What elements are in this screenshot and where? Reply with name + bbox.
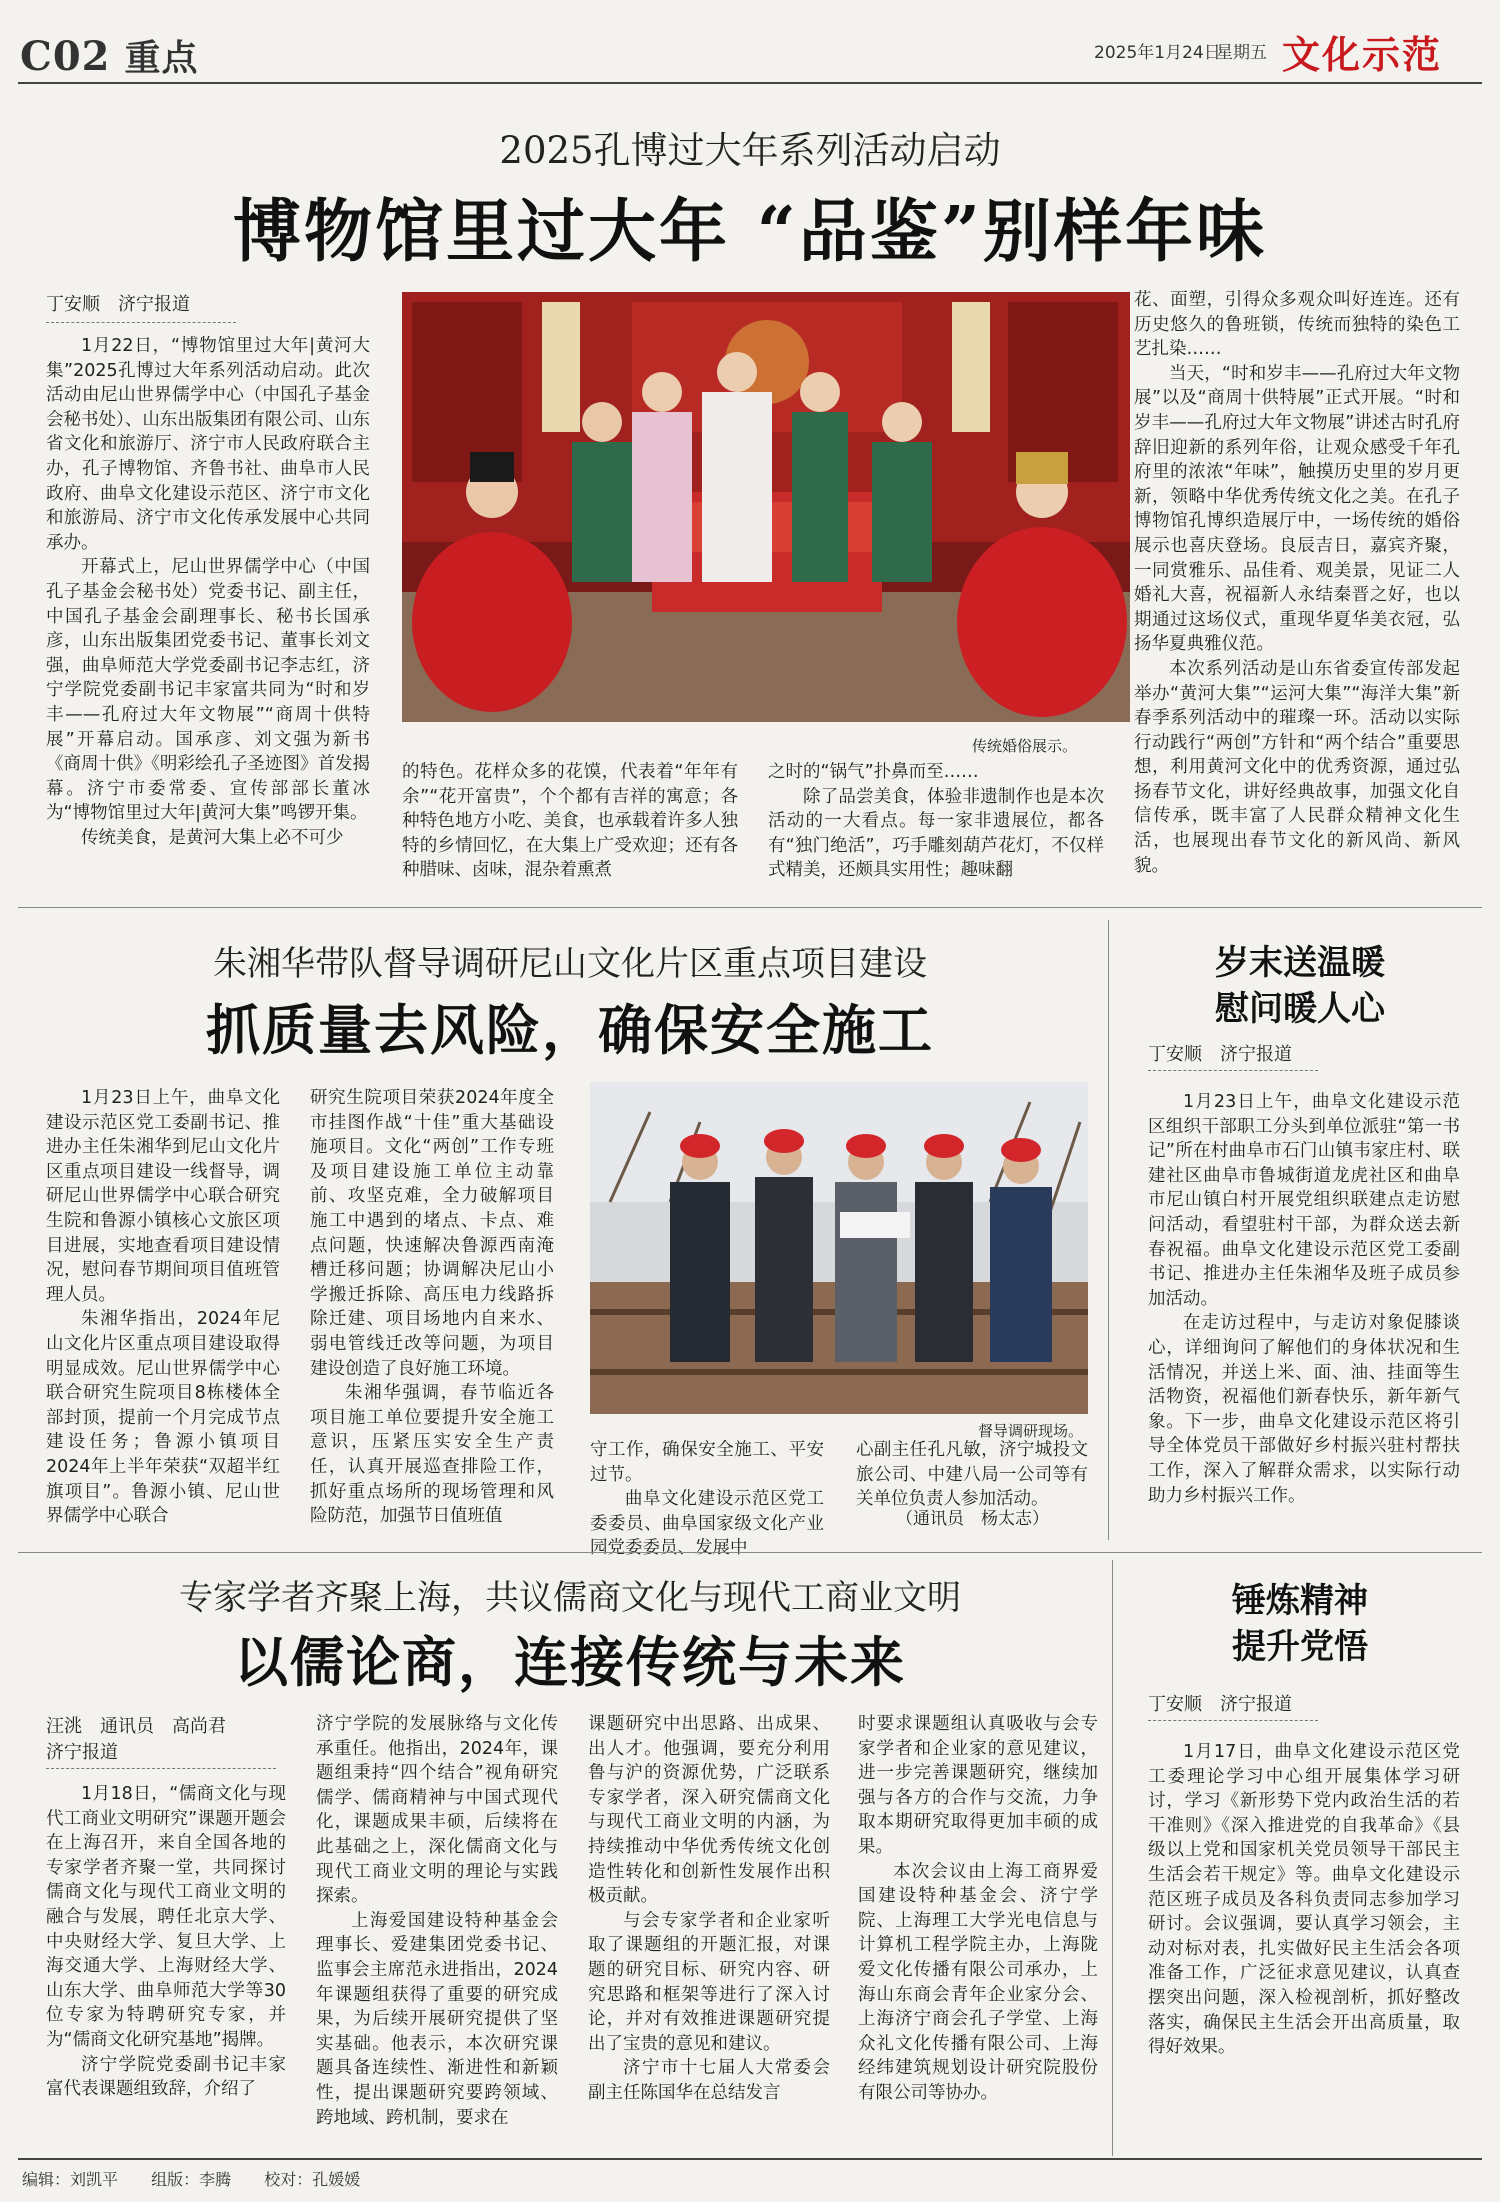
- brand-logo: 文化示范: [1282, 32, 1443, 77]
- issue-date: 2025年1月24日: [1094, 43, 1221, 63]
- article2-col2: 研究生院项目荣获2024年度全市挂图作战“十佳”重大基础设施项目。文化“两创”工作专班及项目建设施工单位主动靠前、攻坚克难，全力破解项目施工中遇到的堵点、卡点、难点问题，快速解决鲁源西南淹槽迁移问题；协调解决尼山小学搬迁拆除、高压电力线路拆除迁建、项目场地内自来水、弱电管线迁改等问题，为项目建设创造了良好施工环境。 朱湘华强调，春节临近各项目施工单位要提升安全施工意识，压紧压实安全生产责任，认真开展巡查排险工作，抓好重点场所的现场管理和风险防范，加强节日值班值: [310, 1088, 554, 1527]
- article1-col1: 1月22日，“博物馆里过大年|黄河大集”2025孔博过大年系列活动启动。此次活动由尼山世界儒学中心（中国孔子基金会秘书处）、山东出版集团有限公司、山东省文化和旅游厅、济宁市人民政府联合主办，孔子博物馆、齐鲁书社、曲阜市人民政府、曲阜文化建设示范区、济宁市文化和旅游局、济宁市文化传承发展中心共同承办。 开幕式上，尼山世界儒学中心（中国孔子基金会秘书处）党委书记、副主任，中国孔子基金会副理事长、秘书长国承彦，山东出版集团党委书记、董事长刘文强，曲阜师范大学党委副书记李志红，济宁学院党委副书记丰家富共同为“时和岁丰——孔府过大年文物展”“商周十供特展”开幕启动。国承彦、刘文强为新书《商周十供》《明彩绘孔子圣迹图》首发揭幕。济宁市委常委、宣传部部长董冰为“博物馆里过大年|黄河大集”鸣锣开集。 传统美食，是黄河大集上必不可少: [46, 336, 370, 848]
- editor-credit: 编辑：刘凯平: [22, 2170, 119, 2189]
- column-divider-1: [1108, 920, 1109, 1540]
- article2-col3: 守工作，确保安全施工、平安过节。 曲阜文化建设示范区党工委委员、曲阜国家级文化产业园党委委员、发展中: [590, 1440, 824, 1559]
- footer-rule: [18, 2158, 1482, 2160]
- byline-rule: [46, 1768, 276, 1769]
- side1-body: 1月23日上午，曲阜文化建设示范区组织干部职工分头到单位派驻“第一书记”所在村曲阜市石门山镇韦家庄村、联建社区曲阜市鲁城街道龙虎社区和曲阜市尼山镇白村开展党组织联建点走访慰问活动，看望驻村干部，为群众送去新春祝福。曲阜文化建设示范区党工委副书记、推进办主任朱湘华及班子成员参加活动。 在走访过程中，与走访对象促膝谈心，详细询问了解他们的身体状况和生活情况，并送上米、面、油、挂面等生活物资，祝福他们新春快乐，新年新气象。下一步，曲阜文化建设示范区将引导全体党员干部做好乡村振兴驻村帮扶工作，深入了解群众需求，以实际行动助力乡村振兴工作。: [1148, 1092, 1460, 1506]
- article3-col1: 1月18日，“儒商文化与现代工商业文明研究”课题开题会在上海召开，来自全国各地的专家学者齐聚一堂，共同探讨儒商文化与现代工商业文明的融合与发展，聘任北京大学、中央财经大学、复旦大学、上海交通大学、上海财经大学、山东大学、曲阜师范大学等30位专家为特聘研究专家，并为“儒商文化研究基地”揭牌。 济宁学院党委副书记丰家富代表课题组致辞，介绍了: [46, 1784, 286, 2100]
- byline-rule: [1148, 1720, 1318, 1721]
- article3-col4: 时要求课题组认真吸收与会专家学者和企业家的意见建议，进一步完善课题研究，继续加强与各方的合作与交流，力争取本期研究取得更加丰硕的成果。 本次会议由上海工商界爱国建设特种基金会、济宁学院、上海理工大学光电信息与计算机工程学院主办，上海陇爱文化传播有限公司承办，上海山东商会青年企业家分会、上海济宁商会孔子学堂、上海众礼文化传播有限公司、上海经纬建筑规划设计研究院股份有限公司等协办。: [858, 1714, 1098, 2103]
- issue-weekday: 星期五: [1216, 43, 1267, 63]
- side2-headline: 锤炼精神 提升党悟: [1232, 1581, 1368, 1667]
- article2-signoff: （通讯员 杨太志）: [896, 1509, 1049, 1529]
- article3-col3: 课题研究中出思路、出成果、出人才。他强调，要充分利用鲁与沪的资源优势，广泛联系专家学者，深入研究儒商文化与现代工商业文明的内涵，为持续推动中华优秀传统文化创造性转化和创新性发展作出积极贡献。 与会专家学者和企业家听取了课题组的开题汇报，对课题的研究目标、研究内容、研究思路和框架等进行了深入讨论，并对有效推进课题研究提出了宝贵的意见和建议。 济宁市十七届人大常委会副主任陈国华在总结发言: [588, 1714, 830, 2103]
- layout-credit: 组版：李腾: [151, 2170, 232, 2189]
- side2-byline: 丁安顺 济宁报道: [1148, 1694, 1292, 1715]
- side1-byline: 丁安顺 济宁报道: [1148, 1044, 1292, 1065]
- header-rule: [18, 82, 1482, 84]
- article3-col2: 济宁学院的发展脉络与文化传承重任。他指出，2024年，课题组秉持“四个结合”视角研究儒学、儒商精神与中国式现代化，课题成果丰硕，后续将在此基础之上，深化儒商文化与现代工商业文明的理论与实践探索。 上海爱国建设特种基金会理事长、爱建集团党委书记、监事会主席范永进指出，2024年课题组获得了重要的研究成果，为后续开展研究提供了坚实基础。他表示，本次研究课题具备连续性、渐进性和新颖性，提出课题研究要跨领域、跨地域、跨机制，要求在: [316, 1714, 558, 2128]
- article1-col2: 的特色。花样众多的花馍，代表着“年年有余”“花开富贵”，个个都有吉祥的寓意；各种特色地方小吃、美食，也承载着许多人独特的乡情回忆，在大集上广受欢迎；还有各种腊味、卤味，混杂着熏煮: [402, 762, 738, 881]
- section-name: 重点: [124, 37, 199, 79]
- article1-byline: 丁安顺 济宁报道: [46, 294, 190, 315]
- article3-kicker: 专家学者齐聚上海，共议儒商文化与现代工商业文明: [179, 1578, 961, 1618]
- article2-col4: 心副主任孔凡敏，济宁城投文旅公司、中建八局一公司等有关单位负责人参加活动。: [856, 1440, 1088, 1510]
- article1-kicker: 2025孔博过大年系列活动启动: [499, 129, 1001, 172]
- article1-headline: 博物馆里过大年 “品鉴”别样年味: [233, 192, 1267, 272]
- column-divider-2: [1112, 1560, 1113, 2156]
- article2-headline: 抓质量去风险，确保安全施工: [206, 998, 934, 1062]
- article3-headline: 以儒论商，连接传统与未来: [234, 1630, 906, 1694]
- section-divider-2: [18, 1552, 1482, 1553]
- article2-col1: 1月23日上午，曲阜文化建设示范区党工委副书记、推进办主任朱湘华到尼山文化片区重点项目建设一线督导，调研尼山世界儒学中心联合研究生院和鲁源小镇核心文旅区项目进展，实地查看项目建设情况，慰问春节期间项目值班管理人员。 朱湘华指出，2024年尼山文化片区重点项目建设取得明显成效。尼山世界儒学中心联合研究生院项目8栋楼体全部封顶，提前一个月完成节点建设任务；鲁源小镇项目2024年上半年荣获“双超半红旗项目”。鲁源小镇、尼山世界儒学中心联合: [46, 1088, 280, 1527]
- proof-credit: 校对：孔媛媛: [264, 2170, 361, 2189]
- article1-col3: 之时的“锅气”扑鼻而至…… 除了品尝美食，体验非遗制作也是本次活动的一大看点。每一家非遗展位，都各有“独门绝活”，巧手雕刻葫芦花灯，不仅样式精美，还颇具实用性；趣味翻: [768, 762, 1104, 881]
- byline-rule: [1148, 1070, 1318, 1071]
- page-number: C02 重点: [20, 33, 199, 80]
- section-divider-1: [18, 907, 1482, 908]
- photo2-caption: 督导调研现场。: [978, 1422, 1084, 1440]
- wedding-ceremony-photo: [402, 292, 1130, 722]
- side2-body: 1月17日，曲阜文化建设示范区党工委理论学习中心组开展集体学习研讨，学习《新形势下党内政治生活的若干准则》《深入推进党的自我革命》《县级以上党和国家机关党员领导干部民主生活会若干规定》等。曲阜文化建设示范区班子成员及各科负责同志参加学习研讨。会议强调，要认真学习领会，主动对标对表，扎实做好民主生活会各项准备工作，广泛征求意见建议，认真查摆突出问题，深入检视剖析，抓好整改落实，确保民主生活会开出高质量，取得好效果。: [1148, 1742, 1460, 2058]
- article2-kicker: 朱湘华带队督导调研尼山文化片区重点项目建设: [213, 944, 927, 984]
- article3-byline2: 济宁报道: [46, 1742, 118, 1763]
- article3-byline1: 汪洮 通讯员 高尚君: [46, 1716, 226, 1737]
- page-footer: [22, 2167, 388, 2190]
- article1-col4: 花、面塑，引得众多观众叫好连连。还有历史悠久的鲁班锁，传统而独特的染色工艺扎染…… 当天，“时和岁丰——孔府过大年文物展”以及“商周十供特展”正式开展。“时和岁丰——孔府过大年文物展”讲述古时孔府辞旧迎新的系列年俗，让观众感受千年孔府里的浓浓“年味”，触摸历史里的岁月更新，领略中华优秀传统文化之美。在孔子博物馆孔博织造展厅中，一场传统的婚俗展示也喜庆登场。良辰吉日，嘉宾齐聚，一同赏雅乐、品佳肴、观美景，见证二人婚礼大喜，祝福新人永结秦晋之好，也以期通过这场仪式，重现华夏华美衣冠，弘扬华夏典雅仪范。 本次系列活动是山东省委宣传部发起举办“黄河大集”“运河大集”“海洋大集”新春季系列活动中的璀璨一环。活动以实际行动践行“两创”方针和“两个结合”重要思想，利用黄河文化中的优秀资源，通过弘扬春节文化，讲好经典故事，加强文化自信传承，既丰富了人民群众精神文化生活，也展现出春节文化的新风尚、新风貌。: [1134, 290, 1460, 876]
- side1-headline: 岁末送温暖 慰问暖人心: [1215, 943, 1385, 1029]
- site-inspection-photo: [590, 1082, 1088, 1414]
- byline-rule: [46, 322, 236, 323]
- photo1-caption: 传统婚俗展示。: [972, 737, 1078, 755]
